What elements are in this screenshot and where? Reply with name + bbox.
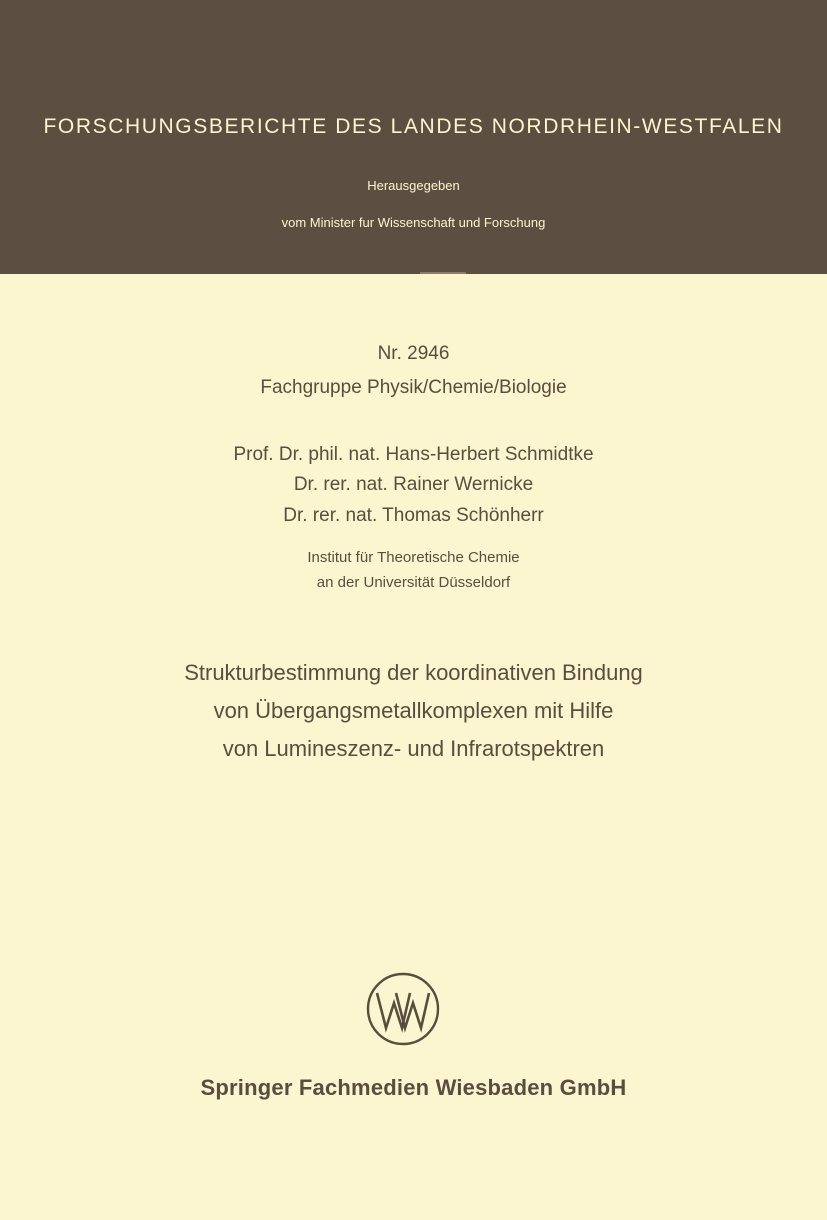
publisher-imprint: Springer Fachmedien Wiesbaden GmbH (200, 1075, 627, 1100)
author-2: Dr. rer. nat. Rainer Wernicke (293, 474, 534, 495)
author-1: Prof. Dr. phil. nat. Hans-Herbert Schmidtke (233, 444, 594, 465)
title-line-2: von Übergangsmetallkomplexen mit Hilfe (213, 698, 614, 723)
institution-line-1: Institut für Theoretische Chemie (307, 549, 520, 566)
editor-line-1: Herausgegeben (367, 178, 460, 193)
band-divider (420, 272, 466, 274)
editor-line-2: vom Minister fur Wissenschaft und Forschung (281, 215, 546, 230)
institution-line-2: an der Universität Düsseldorf (316, 574, 511, 591)
title-line-3: von Lumineszenz- und Infrarotspektren (222, 736, 605, 761)
title-line-1: Strukturbestimmung der koordinativen Bindung (184, 660, 643, 685)
issue-number: Nr. 2946 (377, 343, 450, 364)
author-3: Dr. rer. nat. Thomas Schönherr (283, 505, 544, 526)
series-header-band (0, 0, 827, 274)
springer-ww-logo-icon (366, 972, 440, 1046)
subject-group: Fachgruppe Physik/Chemie/Biologie (260, 377, 567, 398)
series-title: FORSCHUNGSBERICHTE DES LANDES NORDRHEIN-WESTFALEN (43, 115, 784, 138)
